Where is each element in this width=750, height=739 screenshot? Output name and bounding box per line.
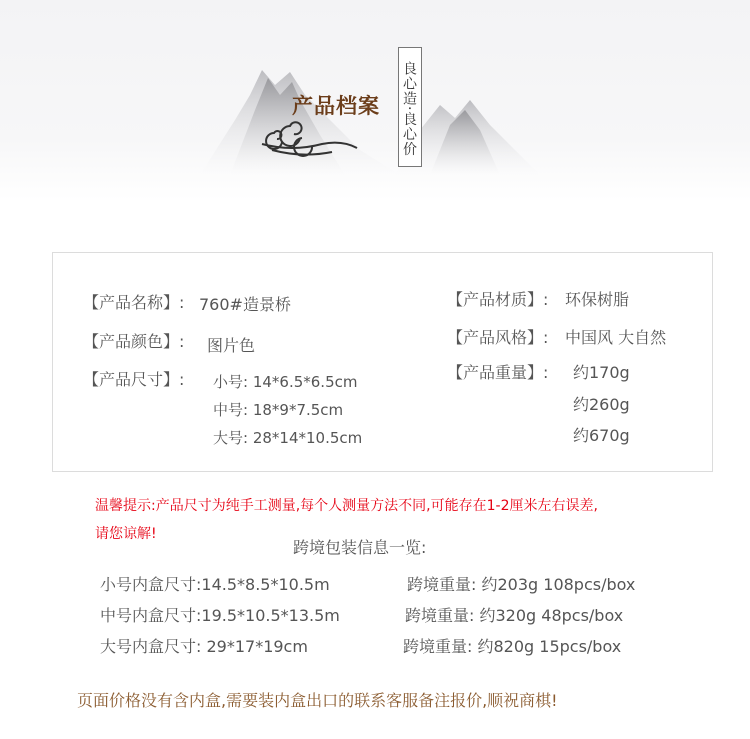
size-medium: 中号: 18*9*7.5cm xyxy=(213,401,344,419)
notice-line-1: 温馨提示:产品尺寸为纯手工测量,每个人测量方法不同,可能存在1-2厘米左右误差, xyxy=(95,498,598,514)
size-large: 大号: 28*14*10.5cm xyxy=(213,429,363,447)
notice-line-2: 请您谅解! xyxy=(95,526,157,542)
product-material-value: 环保树脂 xyxy=(565,290,630,309)
package-box-small: 小号内盒尺寸:14.5*8.5*10.5m xyxy=(100,575,330,594)
package-box-large: 大号内盒尺寸: 29*17*19cm xyxy=(100,637,308,656)
product-name-value: 760#造景桥 xyxy=(199,295,291,314)
header-banner xyxy=(0,0,750,200)
product-style-value: 中国风 大自然 xyxy=(565,328,667,347)
product-color-value: 图片色 xyxy=(207,336,256,355)
product-color-label: 【产品颜色】: xyxy=(83,332,185,351)
product-name-label: 【产品名称】: xyxy=(83,293,185,312)
package-weight-medium: 跨境重量: 约320g 48pcs/box xyxy=(405,606,624,625)
package-weight-small: 跨境重量: 约203g 108pcs/box xyxy=(407,575,636,594)
product-material-label: 【产品材质】: xyxy=(447,290,549,309)
footer-note: 页面价格没有含内盒,需要装内盒出口的联系客服备注报价,顺祝商棋! xyxy=(77,691,558,710)
seal-badge: 良心造·良心价 xyxy=(398,47,422,167)
product-weight-label: 【产品重量】: xyxy=(447,363,549,382)
weight-medium: 约260g xyxy=(573,395,630,414)
package-weight-large: 跨境重量: 约820g 15pcs/box xyxy=(403,637,622,656)
product-style-label: 【产品风格】: xyxy=(447,328,549,347)
packaging-title: 跨境包装信息一览: xyxy=(293,538,427,557)
weight-large: 约670g xyxy=(573,426,630,445)
weight-small: 约170g xyxy=(573,363,630,382)
product-profile-card xyxy=(52,252,713,472)
package-box-medium: 中号内盒尺寸:19.5*10.5*13.5m xyxy=(100,606,340,625)
banner-title: 产品档案 xyxy=(292,93,380,118)
size-small: 小号: 14*6.5*6.5cm xyxy=(213,373,358,391)
product-size-label: 【产品尺寸】: xyxy=(83,370,185,389)
